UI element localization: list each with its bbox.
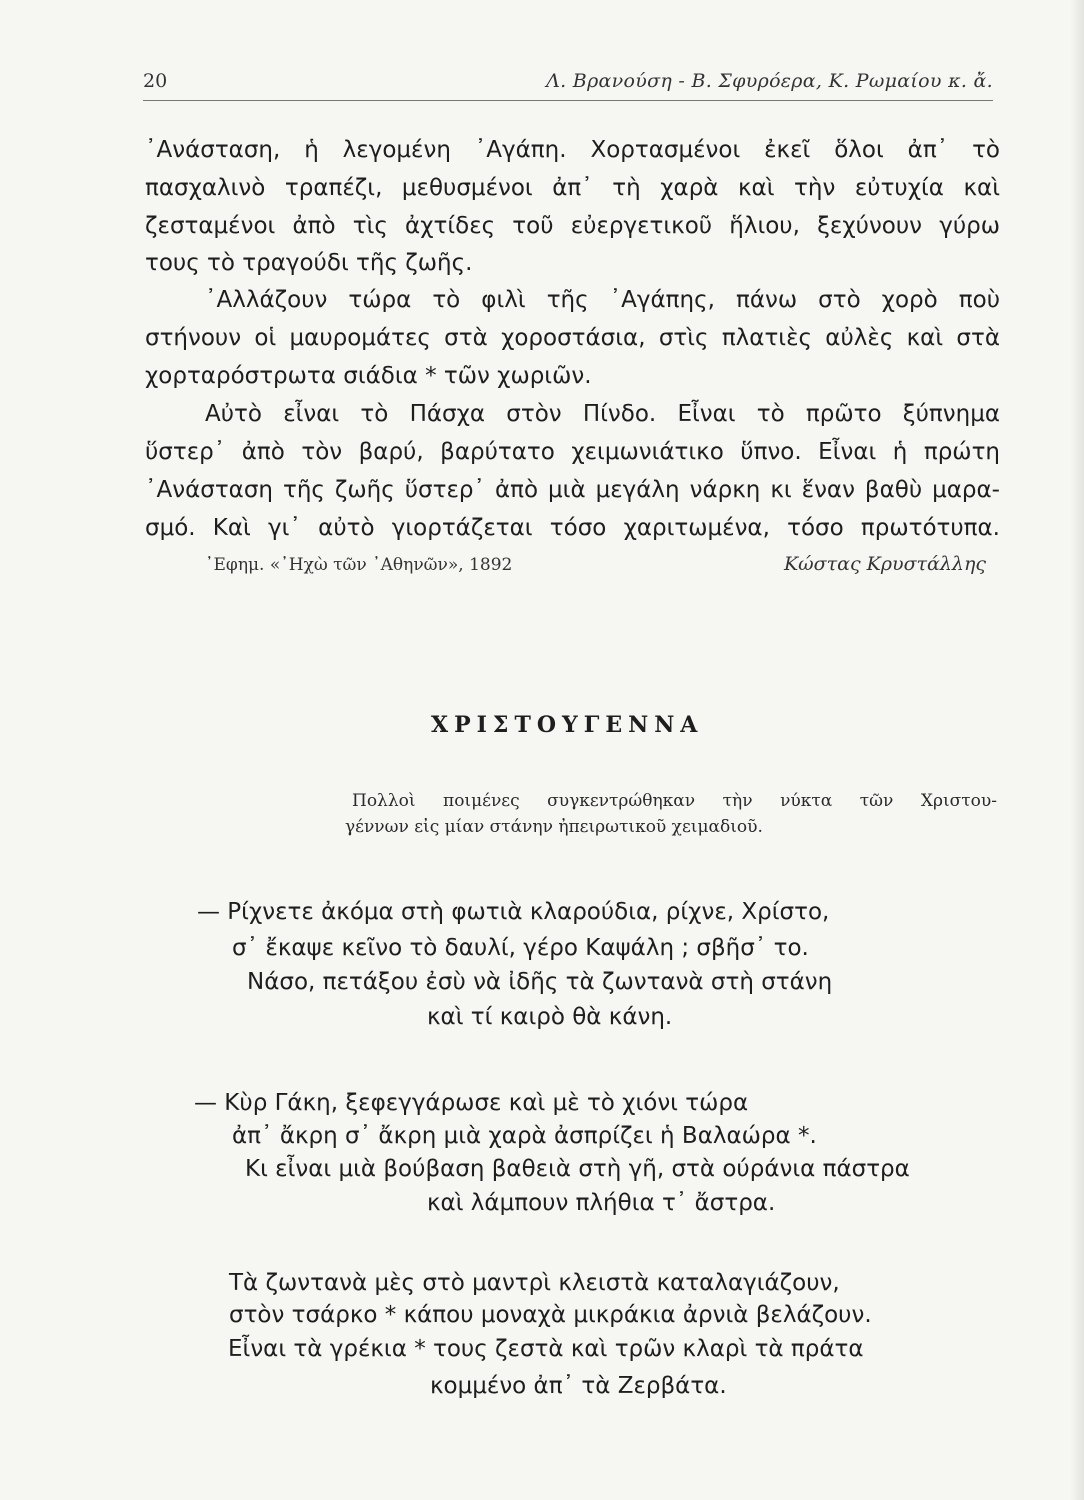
poem-title: ΧΡΙΣΤΟΥΓΕΝΝΑ (431, 712, 704, 738)
verse-line: καὶ τί καιρὸ θὰ κάνη. (427, 1004, 673, 1030)
prose-line: σμό. Καὶ γι᾿ αὐτὸ γιορτάζεται τόσο χαριτωμένα, τόσο πρωτότυπα. (145, 515, 1000, 541)
prose-line: χορταρόστρωτα σιάδια * τῶν χωριῶν. (145, 363, 592, 389)
verse-line: Κι εἶναι μιὰ βούβαση βαθειὰ στὴ γῆ, στὰ ούράνια πάστρα (245, 1156, 910, 1182)
prose-line: ζεσταμένοι ἀπὸ τὶς ἀχτίδες τοῦ εὐεργετικοῦ ἥλιου, ξεχύνουν γύρω (145, 213, 1000, 239)
prose-line: ᾿Ανάσταση τῆς ζωῆς ὕστερ᾿ ἀπὸ μιὰ μεγάλη νάρκη κι ἕναν βαθὺ μαρα- (145, 477, 1000, 503)
author-signature: Κώστας Κρυστάλλης (783, 553, 986, 575)
prose-line: πασχαλινὸ τραπέζι, μεθυσμένοι ἀπ᾿ τὴ χαρὰ καὶ τὴν εὐτυχία καὶ (145, 175, 1000, 201)
page-edge-shadow (1070, 0, 1084, 1500)
verse-line: καὶ λάμπουν πλήθια τ᾿ ἄστρα. (427, 1190, 776, 1216)
verse-line: σ᾿ ἔκαψε κεῖνο τὸ δαυλί, γέρο Καψάλη ; σβῆσ᾿ το. (232, 935, 809, 961)
verse-line: Εἶναι τὰ γρέκια * τους ζεστὰ καὶ τρῶν κλαρὶ τὰ πράτα (228, 1336, 864, 1362)
verse-line: κομμένο ἀπ᾿ τὰ Ζερβάτα. (430, 1373, 727, 1399)
prose-line: ᾿Ανάσταση, ἡ λεγομένη ᾿Αγάπη. Χορτασμένοι ἐκεῖ ὅλοι ἀπ᾿ τὸ (145, 137, 1000, 163)
prose-line: στήνουν οἱ μαυρομάτες στὰ χοροστάσια, στὶς πλατιὲς αὐλὲς καὶ στὰ (145, 325, 1000, 351)
page-header (143, 64, 993, 98)
prose-line: τους τὸ τραγούδι τῆς ζωῆς. (145, 250, 473, 276)
verse-line: Τὰ ζωντανὰ μὲς στὸ μαντρὶ κλειστὰ καταλαγιάζουν, (229, 1270, 840, 1296)
running-title: Λ. Βρανούση - Β. Σφυρόερα, Κ. Ρωμαίου κ. ἄ. (546, 70, 993, 92)
verse-line: ἀπ᾿ ἄκρη σ᾿ ἄκρη μιὰ χαρὰ ἀσπρίζει ἡ Βαλαώρα *. (232, 1123, 817, 1149)
prose-line: ὕστερ᾿ ἀπὸ τὸν βαρύ, βαρύτατο χειμωνιάτικο ὕπνο. Εἶναι ἡ πρώτη (145, 439, 1000, 465)
header-rule (143, 100, 993, 101)
poem-note-line: Πολλοὶ ποιμένες συγκεντρώθηκαν τὴν νύκτα τῶν Χριστου- (352, 791, 997, 811)
page-number: 20 (143, 70, 168, 92)
prose-line: Αὐτὸ εἶναι τὸ Πάσχα στὸν Πίνδο. Εἶναι τὸ πρῶτο ξύπνημα (205, 401, 1000, 427)
prose-line: ᾿Αλλάζουν τώρα τὸ φιλὶ τῆς ᾿Αγάπης, πάνω στὸ χορὸ ποὺ (205, 287, 1000, 313)
verse-line: Νάσο, πετάξου ἐσὺ νὰ ἰδῆς τὰ ζωντανὰ στὴ στάνη (247, 969, 833, 995)
verse-line: — Κὺρ Γάκη, ξεφεγγάρωσε καὶ μὲ τὸ χιόνι τώρα (194, 1090, 749, 1116)
source-citation: ᾿Εφημ. «᾿Ηχὼ τῶν ᾿Αθηνῶν», 1892 (205, 555, 513, 575)
poem-note-line: γέννων εἰς μίαν στάνην ἠπειρωτικοῦ χειμαδιοῦ. (345, 817, 763, 837)
verse-line: στὸν τσάρκο * κάπου μοναχὰ μικράκια ἀρνιὰ βελάζουν. (229, 1302, 872, 1328)
verse-line: — Ρίχνετε ἀκόμα στὴ φωτιὰ κλαρούδια, ρίχνε, Χρίστο, (197, 899, 830, 925)
